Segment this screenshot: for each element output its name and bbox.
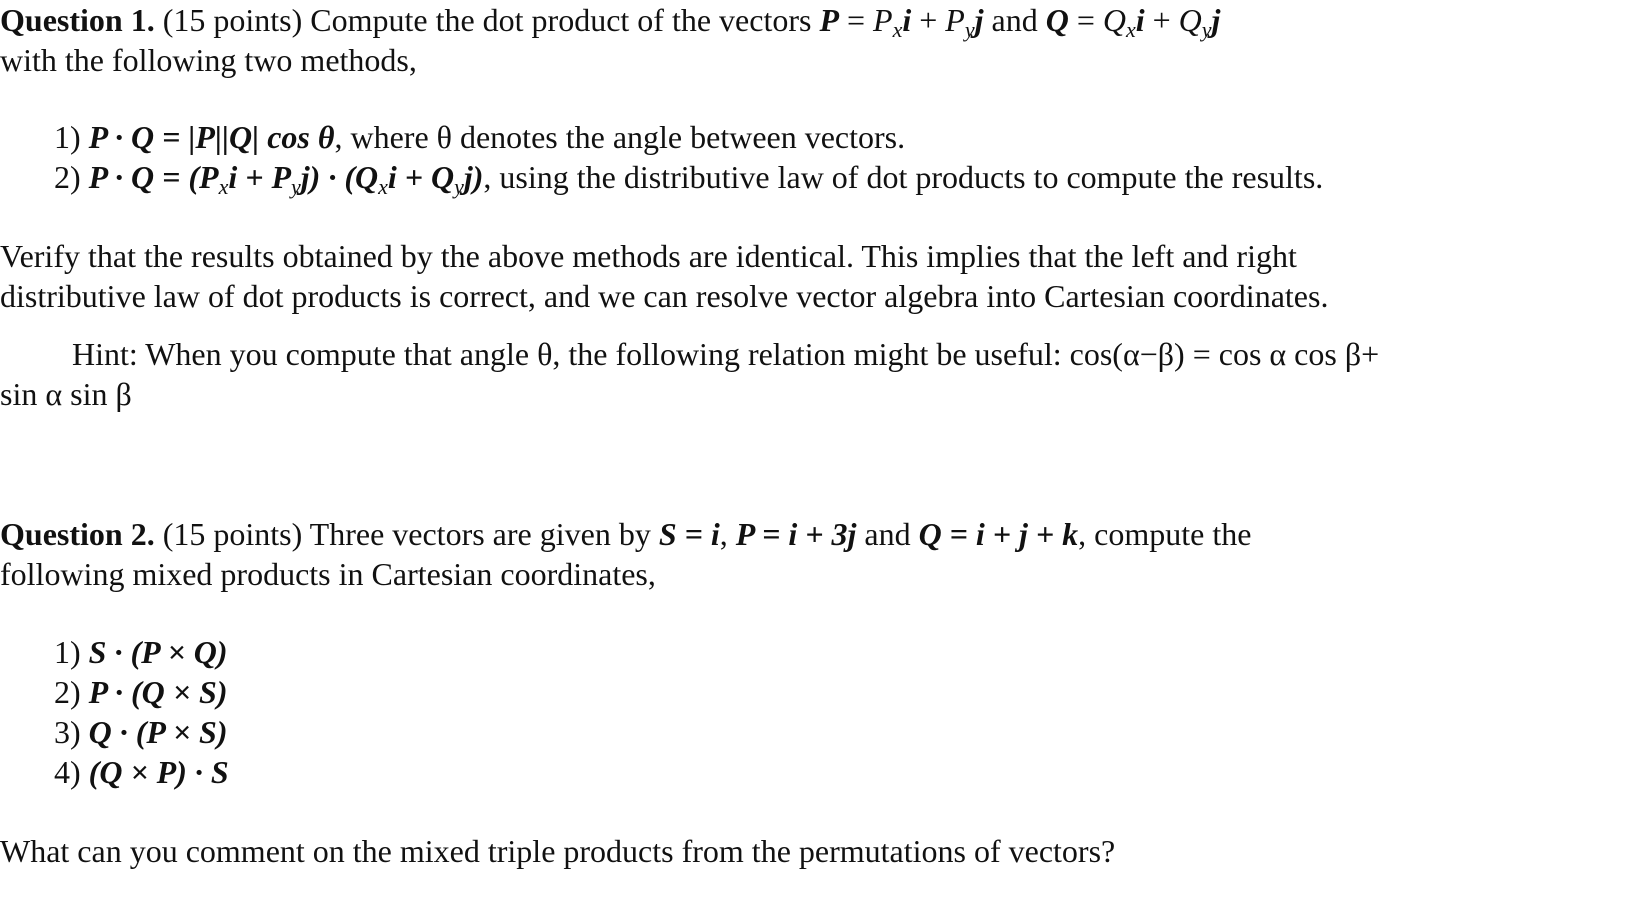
q2-title-line: Question 2. (15 points) Three vectors are given by S = i, P = i + 3j and Q = i + j + k, compute the [0,516,1252,552]
method-1-expression: P · Q = |P||Q| cos θ [88,119,335,155]
method-1-text: , where θ denotes the angle between vectors. [334,119,906,155]
q1-points: (15 points) [162,2,303,38]
method-number: 1) [54,119,81,155]
method-2-expression: j) [463,159,484,195]
q2-item-2 [54,672,227,712]
unit-j: j [974,2,984,38]
q2-intro: Three vectors are given by [309,516,651,552]
method-number: 2) [54,159,81,195]
q2-item-4 [54,752,229,792]
unit-i: i [902,2,912,38]
method-2-text: , using the distributive law of dot products to compute the results. [483,159,1324,195]
q1-verify-line2: distributive law of dot products is correct, and we can resolve vector algebra into Cartesian coordinates. [0,278,1329,314]
q1-hint-line1: Hint: When you compute that angle θ, the following relation might be useful: cos(α−β) = cos α cos β+ [72,336,1380,372]
q2-points: (15 points) [162,516,303,552]
method-2-expression: P · Q = (P [88,159,219,195]
q1-intro: Compute the dot product of the vectors [310,2,812,38]
q2-intro-end: , compute the [1078,516,1252,552]
q1-label: Question 1. [0,2,155,38]
q1-method-1 [54,117,905,157]
subscript-y: y [454,174,464,199]
subscript-x: x [378,174,388,199]
Q-definition: Q = i + j + k [918,516,1079,552]
equals-sign: = [839,2,874,38]
P-definition: P = i + 3j [735,516,857,552]
q2-label: Question 2. [0,516,155,552]
subscript-y: y [291,174,301,199]
q2-item-3 [54,712,227,752]
S-definition: S = i [658,516,720,552]
item-expression: S · (P × Q) [88,634,228,670]
unit-j: j [1211,2,1221,38]
subscript-x: x [218,174,229,199]
item-number: 2) [54,674,81,710]
method-2-expression: i + P [228,159,291,195]
vector-P: P [819,2,839,38]
item-number: 1) [54,634,81,670]
item-number: 3) [54,714,81,750]
q2-line2: following mixed products in Cartesian coordinates, [0,556,656,592]
and-word: and [864,516,911,552]
subscript-x: x [892,17,903,42]
item-expression: P · (Q × S) [88,674,228,710]
vector-Q: Q [1045,2,1069,38]
and-word: and [991,2,1038,38]
q2-closing: What can you comment on the mixed triple products from the permutations of vectors? [0,833,1116,869]
item-number: 4) [54,754,81,790]
subscript-y: y [964,17,975,42]
P-component: P [873,2,893,38]
item-expression: Q · (P × S) [88,714,228,750]
method-2-expression: j) · (Q [300,159,379,195]
subscript-x: x [1125,17,1136,42]
q1-verify-line1: Verify that the results obtained by the above methods are identical. This implies that the left and right [0,238,1297,274]
plus-sign: + [911,2,946,38]
q1-method-2 [54,157,1323,207]
q1-line2: with the following two methods, [0,42,417,78]
Q-component: Q [1178,2,1202,38]
subscript-y: y [1201,17,1212,42]
P-component: P [945,2,965,38]
q1-hint-line2: sin α sin β [0,376,132,412]
unit-i: i [1135,2,1145,38]
equals-sign: = [1068,2,1103,38]
q2-item-1 [54,632,227,672]
Q-component: Q [1102,2,1126,38]
method-2-expression: i + Q [387,159,455,195]
plus-sign: + [1144,2,1179,38]
item-expression: (Q × P) · S [88,754,229,790]
